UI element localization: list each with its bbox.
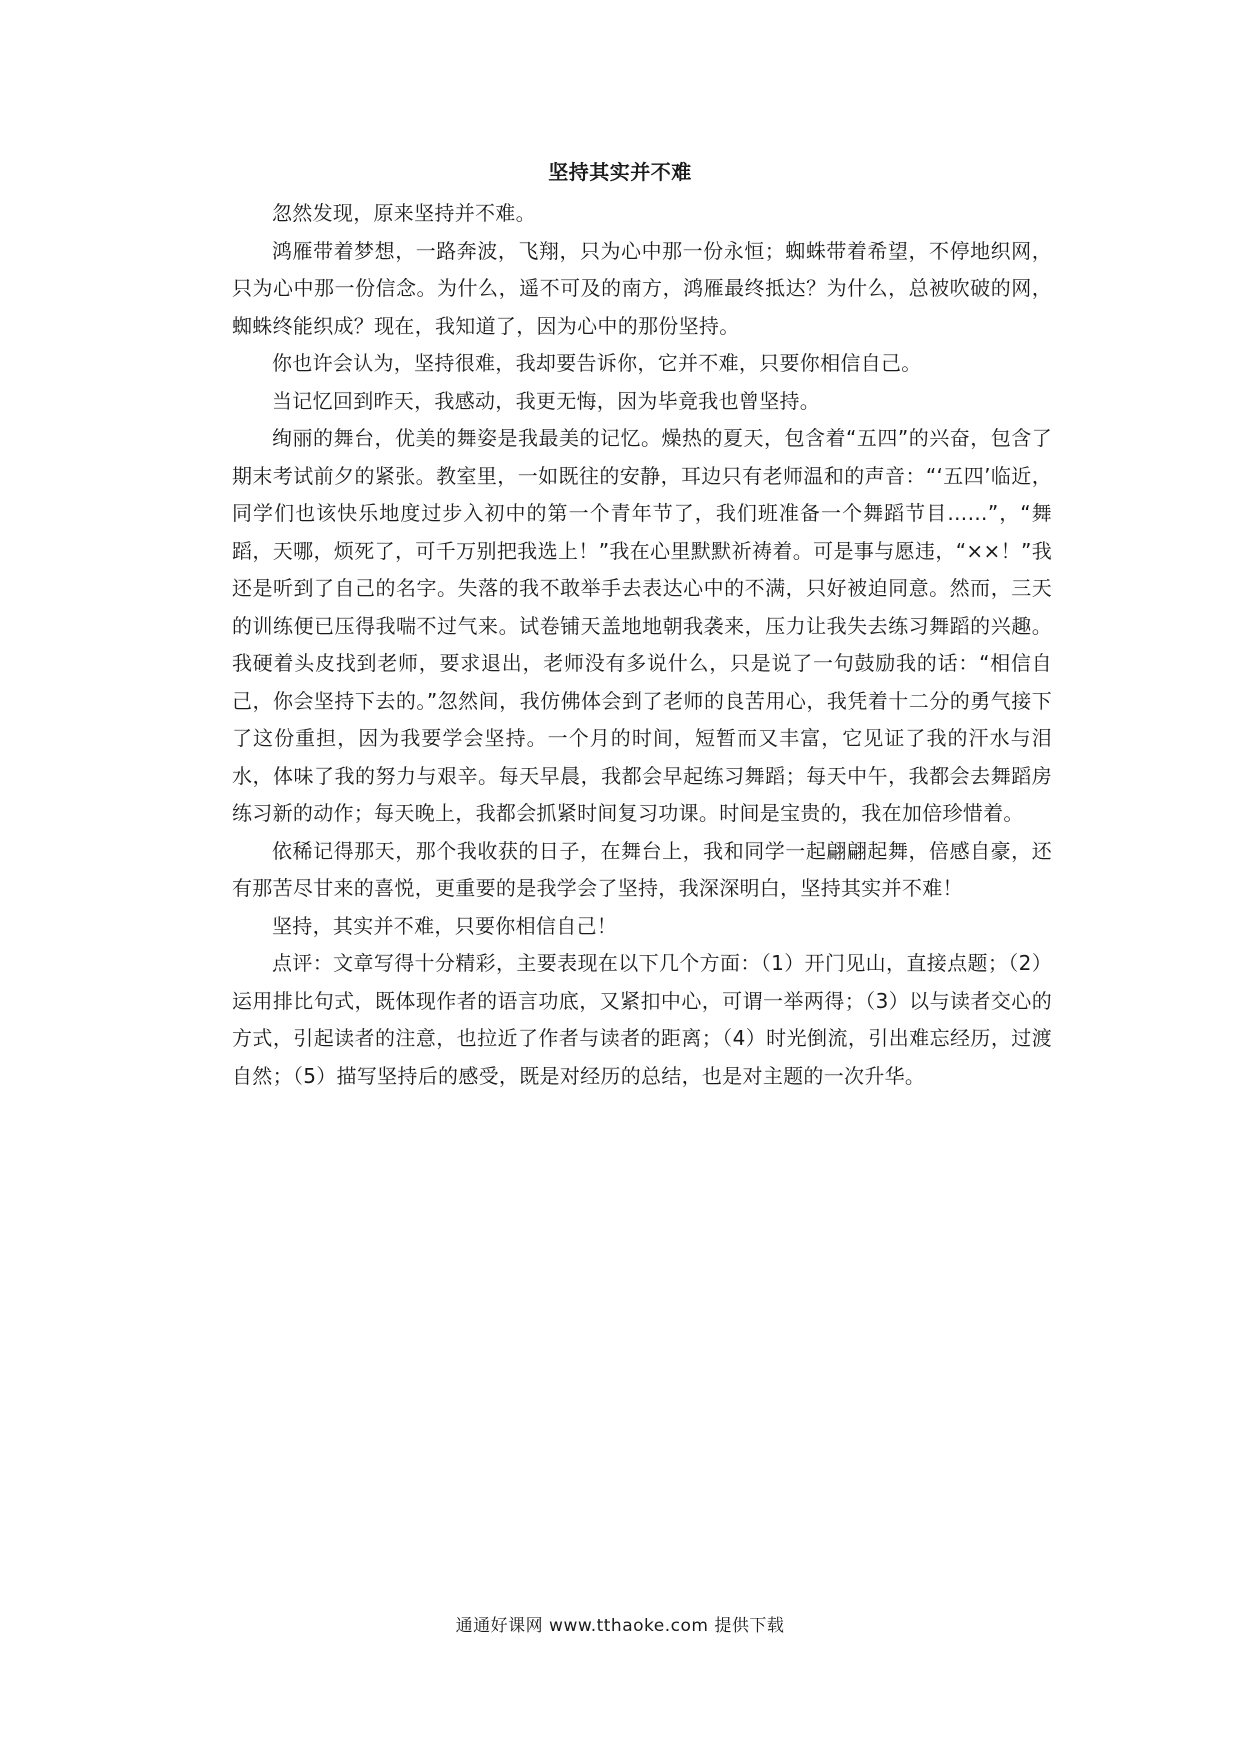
paragraph-1: 忽然发现，原来坚持并不难。 [272, 201, 536, 225]
paragraph-6: 依稀记得那天，那个我收获的日子，在舞台上，我和同学一起翩翩起舞，倍感自豪，还有那苦尽甘来的喜悦，更重要的是我学会了坚持，我深深明白，坚持其实并不难！ [232, 838, 1052, 900]
paragraph-5: 绚丽的舞台，优美的舞姿是我最美的记忆。燥热的夏天，包含着“五四”的兴奋，包含了期末考试前夕的紧张。教室里，一如既往的安静，耳边只有老师温和的声音：“‘五四’临近，同学们也该快乐地度过步入初中的第一个青年节了，我们班准备一个舞蹈节目……”，“舞蹈，天哪，烦死了，可千万别把我选上！”我在心里默默祈祷着。可是事与愿违，“××！”我还是听到了自己的名字。失落的我不敢举手去表达心中的不满，只好被迫同意。然而，三天的训练便已压得我喘不过气来。试卷铺天盖地地朝我袭来，压力让我失去练习舞蹈的兴趣。我硬着头皮找到老师，要求退出，老师没有多说什么，只是说了一句鼓励我的话：“相信自己，你会坚持下去的。”忽然间，我仿佛体会到了老师的良苦用心，我凭着十二分的勇气接下了这份重担，因为我要学会坚持。一个月的时间，短暂而又丰富，它见证了我的汗水与泪水，体味了我的努力与艰辛。每天早晨，我都会早起练习舞蹈；每天中午，我都会去舞蹈房练习新的动作；每天晚上，我都会抓紧时间复习功课。时间是宝贵的，我在加倍珍惜着。 [232, 426, 1052, 825]
commentary-paragraph: 点评：文章写得十分精彩，主要表现在以下几个方面：（1）开门见山，直接点题；（2）运用排比句式，既体现作者的语言功底，又紧扣中心，可谓一举两得；（3）以与读者交心的方式，引起读者的注意，也拉近了作者与读者的距离；（4）时光倒流，引出难忘经历，过渡自然；（5）描写坚持后的感受，既是对经历的总结，也是对主题的一次升华。 [232, 951, 1052, 1088]
paragraph-4: 当记忆回到昨天，我感动，我更无悔，因为毕竟我也曾坚持。 [272, 388, 821, 413]
document-title: 坚持其实并不难 [548, 160, 692, 184]
paragraph-3: 你也许会认为，坚持很难，我却要告诉你，它并不难，只要你相信自己。 [272, 351, 922, 375]
paragraph-2: 鸿雁带着梦想，一路奔波，飞翔，只为心中那一份永恒；蜘蛛带着希望，不停地织网，只为心中那一份信念。为什么，遥不可及的南方，鸿雁最终抵达？为什么，总被吹破的网，蜘蛛终能织成？现在，我知道了，因为心中的那份坚持。 [232, 238, 1052, 338]
paragraph-7: 坚持，其实并不难，只要你相信自己！ [272, 913, 618, 938]
page-footer: 通通好课网 www.tthaoke.com 提供下载 [455, 1616, 785, 1636]
document-body [232, 195, 1052, 1095]
